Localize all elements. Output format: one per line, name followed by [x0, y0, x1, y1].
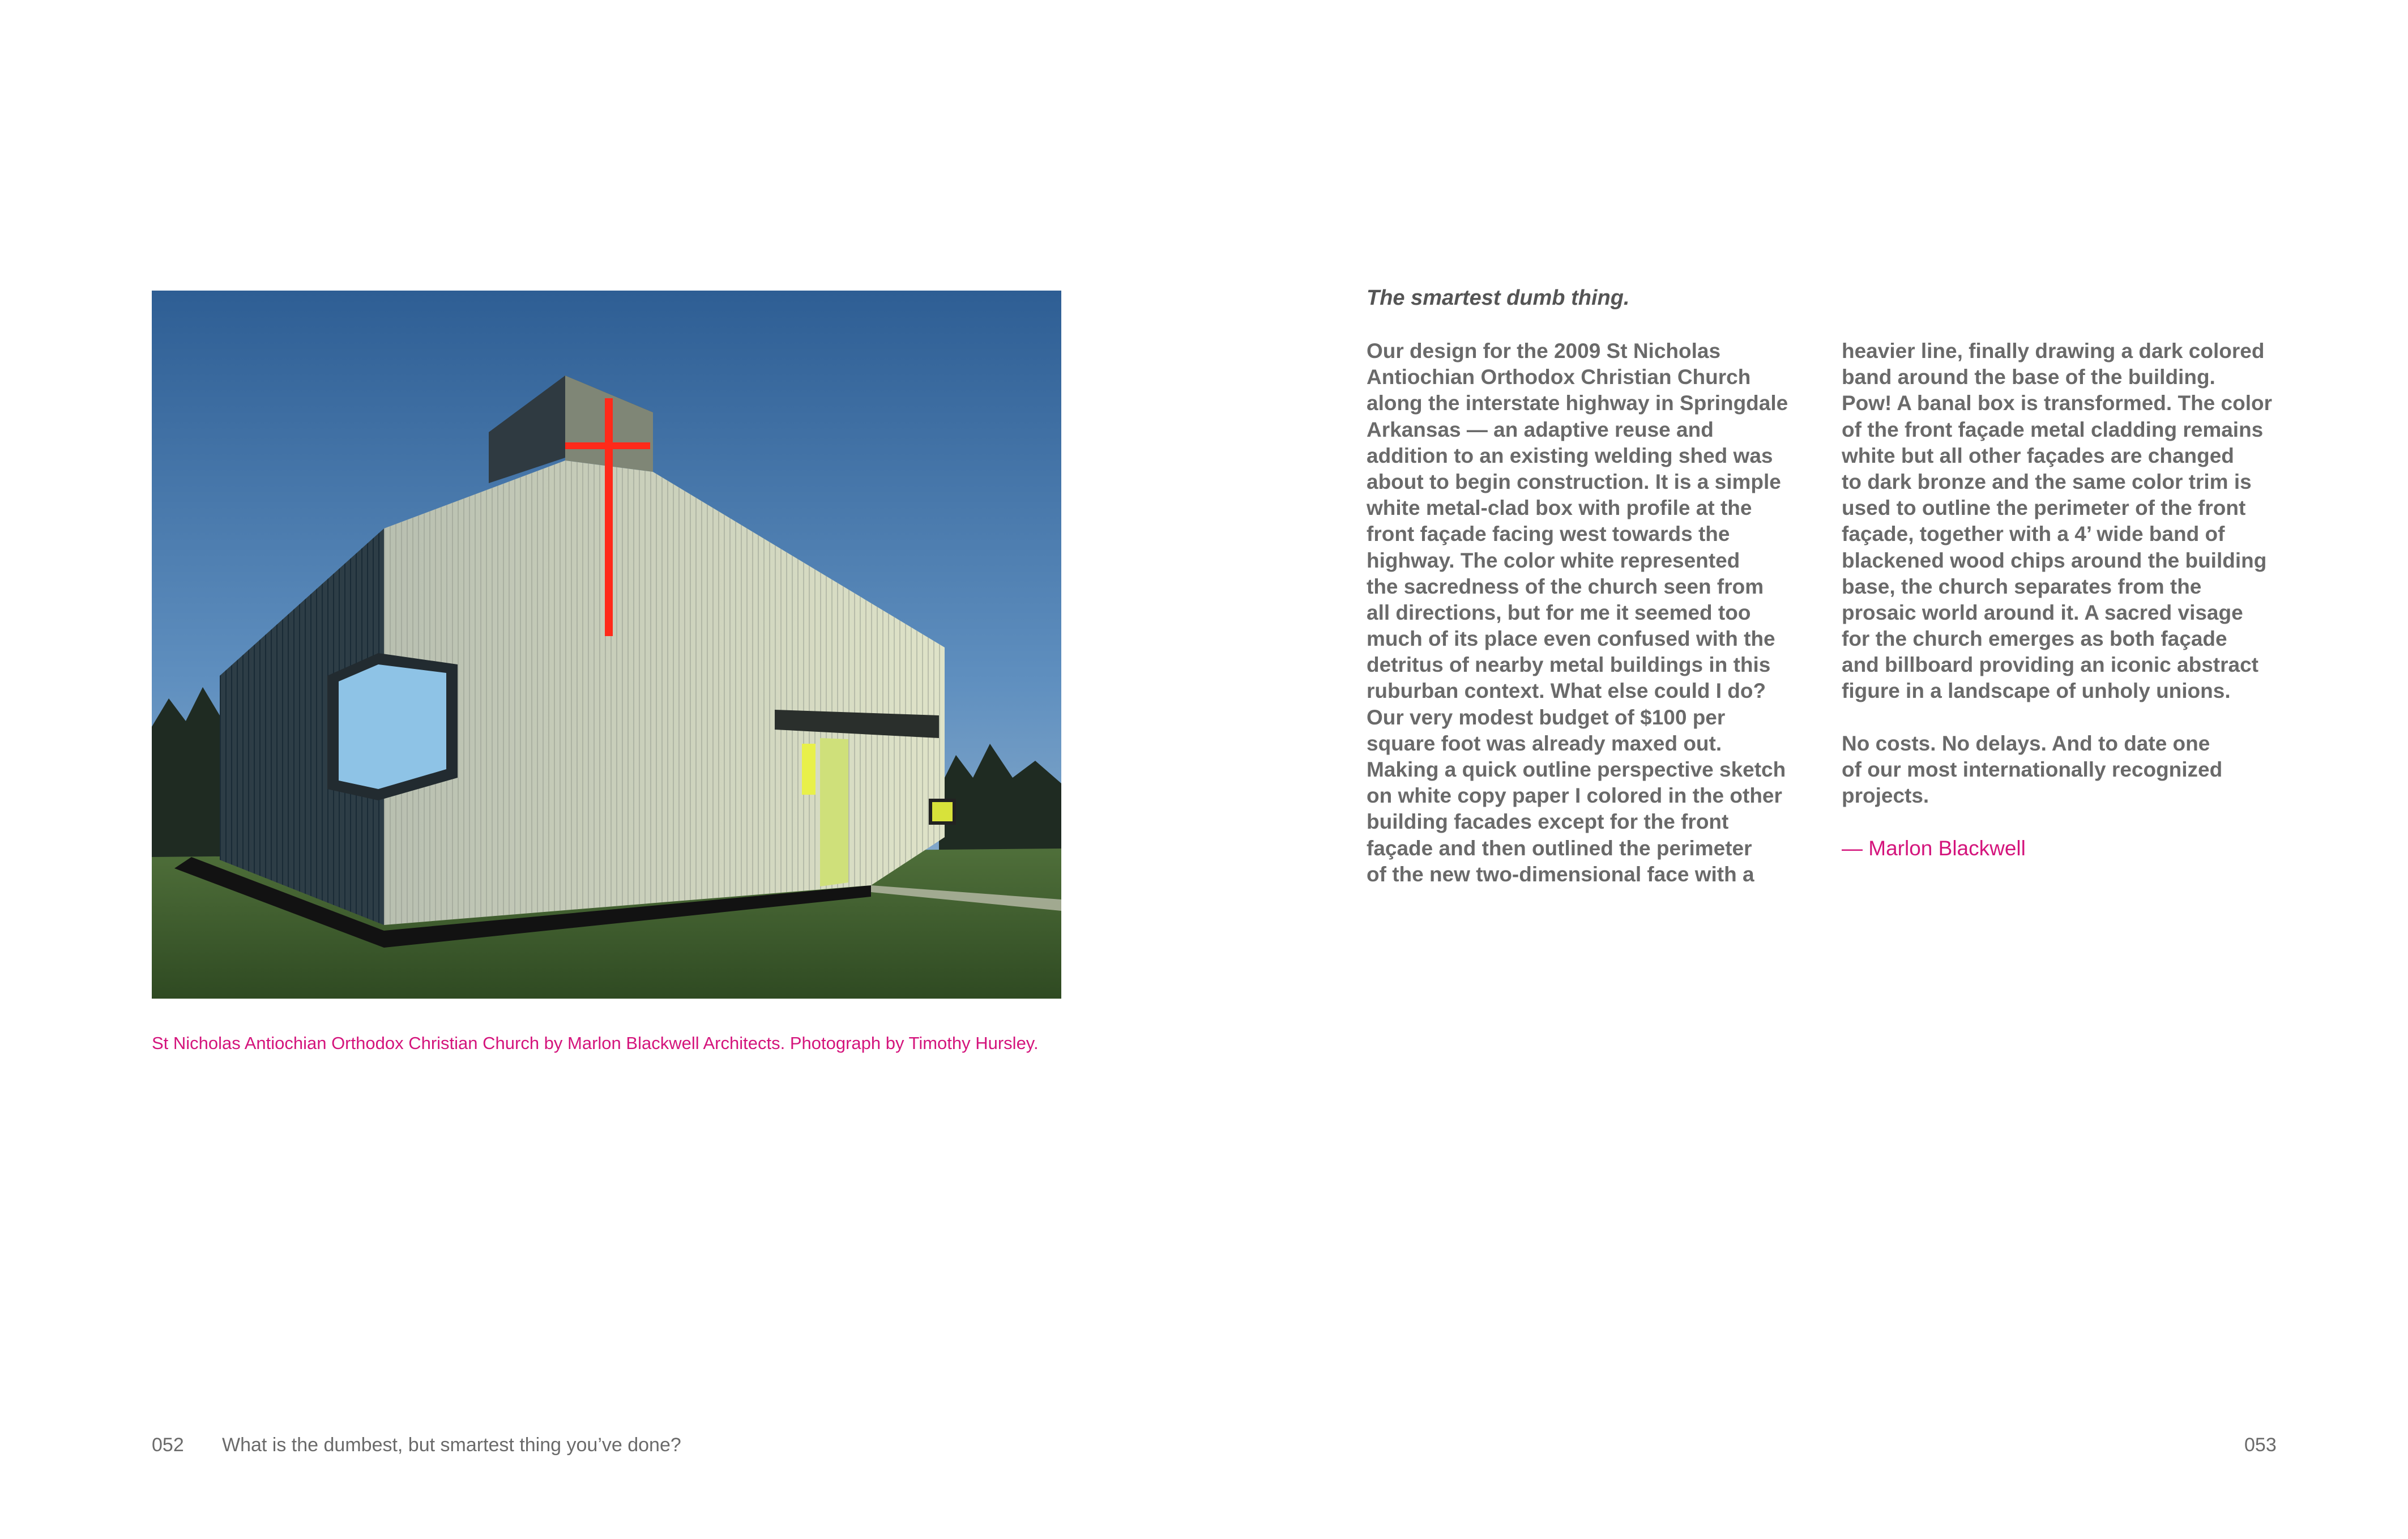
essay-line: Pow! A banal box is transformed. The color — [1842, 391, 2272, 415]
cross-horizontal — [565, 442, 650, 449]
essay-line: of the new two-dimensional face with a — [1367, 862, 1754, 886]
closing-line: No costs. No delays. And to date one — [1842, 731, 2210, 755]
essay-line: Antiochian Orthodox Christian Church — [1367, 365, 1751, 389]
essay-line: on white copy paper I colored in the other — [1367, 784, 1782, 808]
entry-door — [820, 738, 848, 886]
essay-line: building facades except for the front — [1367, 810, 1729, 834]
small-window — [930, 800, 954, 823]
paragraph-gap — [1842, 809, 2289, 835]
essay-line: front façade facing west towards the — [1367, 522, 1730, 546]
essay-line: figure in a landscape of unholy unions. — [1842, 679, 2231, 703]
essay-line: all directions, but for me it seemed too — [1367, 600, 1751, 624]
essay-column-1 — [1367, 338, 1814, 888]
essay-line: Making a quick outline perspective sketch — [1367, 758, 1786, 781]
essay-line: prosaic world around it. A sacred visage — [1842, 600, 2243, 624]
window-glass — [339, 664, 446, 789]
essay-column-2 — [1842, 338, 2289, 862]
essay-line: addition to an existing welding shed was — [1367, 444, 1773, 467]
closing-line: of our most internationally recognized — [1842, 758, 2223, 781]
essay-line: ruburban context. What else could I do? — [1367, 679, 1766, 703]
essay-line: for the church emerges as both façade — [1842, 627, 2227, 651]
church-photograph — [152, 291, 1061, 999]
essay-line: the sacredness of the church seen from — [1367, 574, 1764, 598]
essay-line: to dark bronze and the same color trim is — [1842, 470, 2252, 493]
essay-line: used to outline the perimeter of the front — [1842, 496, 2246, 520]
essay-line: Arkansas — an adaptive reuse and — [1367, 417, 1714, 441]
essay-line: façade, together with a 4’ wide band of — [1842, 522, 2225, 546]
essay-line: detritus of nearby metal buildings in this — [1367, 653, 1771, 677]
cross-vertical — [605, 398, 613, 636]
photo-caption: St Nicholas Antiochian Orthodox Christian Church by Marlon Blackwell Architects. Photograph by Timothy Hursley. — [152, 1033, 1039, 1053]
essay-line: square foot was already maxed out. — [1367, 731, 1722, 755]
essay-line: heavier line, finally drawing a dark colored — [1842, 339, 2265, 363]
paragraph-gap — [1842, 705, 2289, 731]
essay-line: and billboard providing an iconic abstract — [1842, 653, 2258, 677]
closing-line: projects. — [1842, 784, 1929, 808]
entry-side-light — [802, 744, 816, 795]
essay-line: white but all other façades are changed — [1842, 444, 2234, 467]
right-page-number: 053 — [2244, 1434, 2277, 1456]
essay-line: Our very modest budget of $100 per — [1367, 705, 1726, 729]
author-signature: — Marlon Blackwell — [1842, 836, 2026, 860]
essay-line: much of its place even confused with the — [1367, 627, 1775, 651]
left-page-number: 052 — [152, 1434, 184, 1456]
essay-line: about to begin construction. It is a simple — [1367, 470, 1781, 493]
running-title: What is the dumbest, but smartest thing you’ve done? — [222, 1434, 681, 1456]
essay-line: highway. The color white represented — [1367, 548, 1740, 572]
essay-line: white metal-clad box with profile at the — [1367, 496, 1752, 520]
essay-line: blackened wood chips around the building — [1842, 548, 2267, 572]
essay-heading: The smartest dumb thing. — [1367, 286, 1630, 310]
essay-line: of the front façade metal cladding remains — [1842, 417, 2264, 441]
essay-line: along the interstate highway in Springdale — [1367, 391, 1788, 415]
essay-line: band around the base of the building. — [1842, 365, 2215, 389]
essay-line: base, the church separates from the — [1842, 574, 2202, 598]
essay-line: Our design for the 2009 St Nicholas — [1367, 339, 1721, 363]
essay-line: façade and then outlined the perimeter — [1367, 836, 1752, 860]
church-illustration — [152, 291, 1061, 999]
